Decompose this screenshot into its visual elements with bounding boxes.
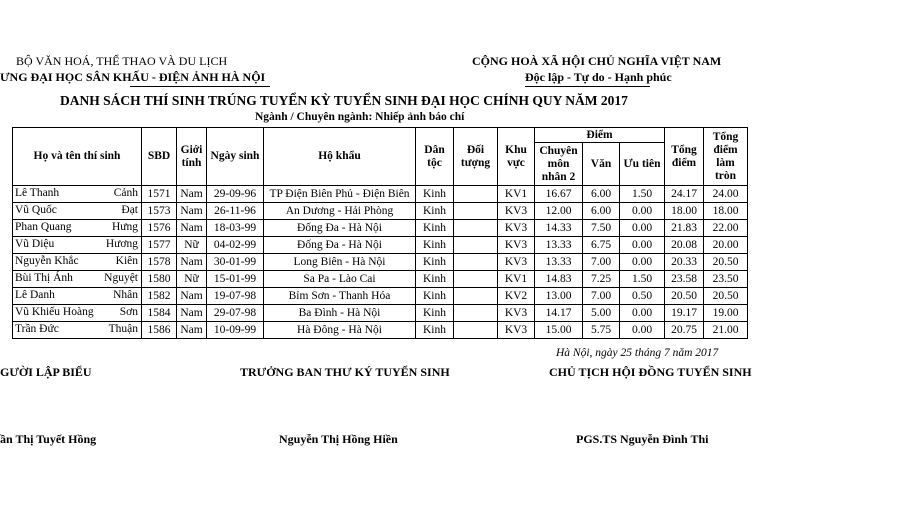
cell-rounded: 24.00 bbox=[704, 186, 748, 203]
cell-major: 14.33 bbox=[535, 220, 583, 237]
given-name: Nguyệt bbox=[104, 272, 138, 284]
cell-sbd: 1577 bbox=[142, 237, 177, 254]
first-name: Vũ Khiếu Hoàng bbox=[15, 306, 94, 318]
admission-table bbox=[12, 127, 748, 339]
cell-region: KV2 bbox=[498, 288, 535, 305]
cell-residence: Bỉm Sơn - Thanh Hóa bbox=[264, 288, 416, 305]
cell-gender: Nam bbox=[177, 220, 207, 237]
cell-residence: TP Điện Biên Phủ - Điện Biên bbox=[264, 186, 416, 203]
header-literature: Văn bbox=[583, 143, 620, 186]
cell-sbd: 1571 bbox=[142, 186, 177, 203]
school-name: ƯNG ĐẠI HỌC SÂN KHẤU - ĐIỆN ẢNH HÀ NỘI bbox=[0, 70, 266, 84]
cell-bonus: 0.50 bbox=[620, 288, 665, 305]
given-name: Đạt bbox=[121, 204, 138, 216]
cell-region: KV1 bbox=[498, 186, 535, 203]
cell-dob: 04-02-99 bbox=[207, 237, 264, 254]
table-row bbox=[13, 288, 748, 305]
cell-literature: 7.25 bbox=[583, 271, 620, 288]
cell-literature: 7.50 bbox=[583, 220, 620, 237]
cell-bonus: 0.00 bbox=[620, 220, 665, 237]
cell-ethnicity: Kinh bbox=[416, 186, 454, 203]
cell-rounded: 21.00 bbox=[704, 322, 748, 339]
cell-ethnicity: Kinh bbox=[416, 288, 454, 305]
cell-name bbox=[13, 186, 142, 203]
cell-priority bbox=[454, 203, 498, 220]
cell-rounded: 22.00 bbox=[704, 220, 748, 237]
given-name: Thuận bbox=[108, 323, 138, 335]
cell-bonus: 1.50 bbox=[620, 186, 665, 203]
cell-priority bbox=[454, 305, 498, 322]
cell-name bbox=[13, 254, 142, 271]
first-name: Nguyễn Khắc bbox=[15, 255, 79, 267]
chair-role: CHỦ TỊCH HỘI ĐỒNG TUYỂN SINH bbox=[549, 365, 752, 379]
table-row bbox=[13, 271, 748, 288]
cell-gender: Nam bbox=[177, 305, 207, 322]
cell-region: KV3 bbox=[498, 254, 535, 271]
cell-total: 20.08 bbox=[665, 237, 704, 254]
table-row bbox=[13, 305, 748, 322]
first-name: Vũ Diệu bbox=[15, 238, 55, 250]
cell-gender: Nam bbox=[177, 288, 207, 305]
cell-total: 19.17 bbox=[665, 305, 704, 322]
preparer-role: GƯỜI LẬP BIỂU bbox=[0, 365, 92, 379]
cell-rounded: 20.50 bbox=[704, 288, 748, 305]
header-name: Họ và tên thí sinh bbox=[13, 128, 142, 186]
cell-rounded: 18.00 bbox=[704, 203, 748, 220]
first-name: Lê Thanh bbox=[15, 187, 60, 199]
cell-priority bbox=[454, 288, 498, 305]
cell-name bbox=[13, 305, 142, 322]
secretary-name: Nguyễn Thị Hồng Hiền bbox=[279, 432, 398, 446]
given-name: Nhân bbox=[113, 289, 138, 301]
document-subtitle: Ngành / Chuyên ngành: Nhiếp ảnh báo chí bbox=[255, 111, 465, 123]
cell-priority bbox=[454, 186, 498, 203]
cell-dob: 29-07-98 bbox=[207, 305, 264, 322]
table-row bbox=[13, 322, 748, 339]
cell-literature: 6.00 bbox=[583, 203, 620, 220]
given-name: Cảnh bbox=[113, 187, 138, 199]
cell-sbd: 1578 bbox=[142, 254, 177, 271]
cell-literature: 5.75 bbox=[583, 322, 620, 339]
cell-dob: 18-03-99 bbox=[207, 220, 264, 237]
secretary-role: TRƯỞNG BAN THƯ KÝ TUYỂN SINH bbox=[240, 365, 450, 379]
cell-total: 18.00 bbox=[665, 203, 704, 220]
header-score-group: Điểm bbox=[535, 128, 665, 143]
cell-total: 23.58 bbox=[665, 271, 704, 288]
cell-gender: Nữ bbox=[177, 271, 207, 288]
given-name: Hương bbox=[105, 238, 138, 250]
first-name: Phan Quang bbox=[15, 221, 72, 233]
date-line: Hà Nội, ngày 25 tháng 7 năm 2017 bbox=[556, 347, 719, 359]
document-title: DANH SÁCH THÍ SINH TRÚNG TUYỂN KỲ TUYỂN SINH ĐẠI HỌC CHÍNH QUY NĂM 2017 bbox=[60, 93, 628, 108]
cell-dob: 19-07-98 bbox=[207, 288, 264, 305]
motto-underline bbox=[525, 86, 650, 87]
cell-literature: 7.00 bbox=[583, 254, 620, 271]
cell-name bbox=[13, 237, 142, 254]
cell-dob: 30-01-99 bbox=[207, 254, 264, 271]
cell-bonus: 1.50 bbox=[620, 271, 665, 288]
first-name: Lê Danh bbox=[15, 289, 55, 301]
cell-bonus: 0.00 bbox=[620, 203, 665, 220]
given-name: Hưng bbox=[111, 221, 138, 233]
cell-region: KV1 bbox=[498, 271, 535, 288]
given-name: Sơn bbox=[119, 306, 138, 318]
cell-major: 14.17 bbox=[535, 305, 583, 322]
header-total: Tổng điểm bbox=[665, 128, 704, 186]
cell-gender: Nam bbox=[177, 322, 207, 339]
cell-sbd: 1584 bbox=[142, 305, 177, 322]
cell-total: 20.50 bbox=[665, 288, 704, 305]
cell-total: 20.75 bbox=[665, 322, 704, 339]
cell-gender: Nam bbox=[177, 254, 207, 271]
header-rounded: Tổng điểm làm tròn bbox=[704, 128, 748, 186]
cell-ethnicity: Kinh bbox=[416, 322, 454, 339]
cell-bonus: 0.00 bbox=[620, 254, 665, 271]
header-gender: Giới tính bbox=[177, 128, 207, 186]
header-priority: Đối tượng bbox=[454, 128, 498, 186]
nation-name: CỘNG HOÀ XÃ HỘI CHỦ NGHĨA VIỆT NAM bbox=[472, 54, 722, 68]
cell-name bbox=[13, 203, 142, 220]
cell-region: KV3 bbox=[498, 220, 535, 237]
header-ethnicity: Dân tộc bbox=[416, 128, 454, 186]
header-sbd: SBD bbox=[142, 128, 177, 186]
header-bonus: Ưu tiên bbox=[620, 143, 665, 186]
cell-name bbox=[13, 322, 142, 339]
cell-dob: 10-09-99 bbox=[207, 322, 264, 339]
cell-priority bbox=[454, 220, 498, 237]
cell-priority bbox=[454, 237, 498, 254]
given-name: Kiên bbox=[115, 255, 138, 267]
cell-rounded: 20.00 bbox=[704, 237, 748, 254]
cell-gender: Nam bbox=[177, 186, 207, 203]
cell-major: 13.00 bbox=[535, 288, 583, 305]
cell-region: KV3 bbox=[498, 237, 535, 254]
cell-bonus: 0.00 bbox=[620, 322, 665, 339]
cell-total: 20.33 bbox=[665, 254, 704, 271]
cell-ethnicity: Kinh bbox=[416, 254, 454, 271]
cell-total: 21.83 bbox=[665, 220, 704, 237]
table-row bbox=[13, 237, 748, 254]
cell-residence: Đống Đa - Hà Nội bbox=[264, 237, 416, 254]
cell-sbd: 1573 bbox=[142, 203, 177, 220]
national-motto: Độc lập - Tự do - Hạnh phúc bbox=[525, 70, 672, 84]
cell-total: 24.17 bbox=[665, 186, 704, 203]
cell-name bbox=[13, 220, 142, 237]
header-major: Chuyên môn nhân 2 bbox=[535, 143, 583, 186]
cell-residence: Hà Đông - Hà Nội bbox=[264, 322, 416, 339]
cell-region: KV3 bbox=[498, 305, 535, 322]
cell-priority bbox=[454, 271, 498, 288]
cell-literature: 6.75 bbox=[583, 237, 620, 254]
cell-ethnicity: Kinh bbox=[416, 203, 454, 220]
cell-name bbox=[13, 288, 142, 305]
cell-sbd: 1582 bbox=[142, 288, 177, 305]
cell-major: 13.33 bbox=[535, 237, 583, 254]
cell-gender: Nữ bbox=[177, 237, 207, 254]
cell-major: 13.33 bbox=[535, 254, 583, 271]
cell-residence: Ba Đình - Hà Nội bbox=[264, 305, 416, 322]
cell-major: 12.00 bbox=[535, 203, 583, 220]
first-name: Vũ Quốc bbox=[15, 204, 57, 216]
cell-literature: 6.00 bbox=[583, 186, 620, 203]
preparer-name: ần Thị Tuyết Hồng bbox=[0, 432, 97, 446]
cell-dob: 29-09-96 bbox=[207, 186, 264, 203]
cell-dob: 15-01-99 bbox=[207, 271, 264, 288]
cell-major: 14.83 bbox=[535, 271, 583, 288]
table-row bbox=[13, 254, 748, 271]
first-name: Bùi Thị Ánh bbox=[15, 272, 73, 284]
cell-priority bbox=[454, 254, 498, 271]
cell-ethnicity: Kinh bbox=[416, 271, 454, 288]
cell-ethnicity: Kinh bbox=[416, 220, 454, 237]
cell-priority bbox=[454, 322, 498, 339]
cell-dob: 26-11-96 bbox=[207, 203, 264, 220]
cell-major: 15.00 bbox=[535, 322, 583, 339]
table-row bbox=[13, 220, 748, 237]
cell-residence: Sa Pa - Lào Cai bbox=[264, 271, 416, 288]
cell-bonus: 0.00 bbox=[620, 305, 665, 322]
cell-bonus: 0.00 bbox=[620, 237, 665, 254]
cell-residence: Đống Đa - Hà Nội bbox=[264, 220, 416, 237]
cell-rounded: 23.50 bbox=[704, 271, 748, 288]
table-row bbox=[13, 203, 748, 220]
cell-region: KV3 bbox=[498, 203, 535, 220]
cell-sbd: 1586 bbox=[142, 322, 177, 339]
cell-sbd: 1576 bbox=[142, 220, 177, 237]
cell-name bbox=[13, 271, 142, 288]
cell-rounded: 20.50 bbox=[704, 254, 748, 271]
cell-ethnicity: Kinh bbox=[416, 237, 454, 254]
cell-major: 16.67 bbox=[535, 186, 583, 203]
first-name: Trần Đức bbox=[15, 323, 59, 335]
ministry-name: BỘ VĂN HOÁ, THỂ THAO VÀ DU LỊCH bbox=[16, 54, 228, 68]
cell-literature: 7.00 bbox=[583, 288, 620, 305]
header-dob: Ngày sinh bbox=[207, 128, 264, 186]
cell-literature: 5.00 bbox=[583, 305, 620, 322]
cell-sbd: 1580 bbox=[142, 271, 177, 288]
school-underline bbox=[130, 86, 270, 87]
chair-name: PGS.TS Nguyễn Đình Thi bbox=[576, 432, 709, 446]
cell-rounded: 19.00 bbox=[704, 305, 748, 322]
header-region: Khu vực bbox=[498, 128, 535, 186]
header-residence: Hộ khẩu bbox=[264, 128, 416, 186]
table-row bbox=[13, 186, 748, 203]
cell-residence: An Dương - Hải Phòng bbox=[264, 203, 416, 220]
cell-residence: Long Biên - Hà Nội bbox=[264, 254, 416, 271]
cell-ethnicity: Kinh bbox=[416, 305, 454, 322]
cell-region: KV3 bbox=[498, 322, 535, 339]
cell-gender: Nam bbox=[177, 203, 207, 220]
